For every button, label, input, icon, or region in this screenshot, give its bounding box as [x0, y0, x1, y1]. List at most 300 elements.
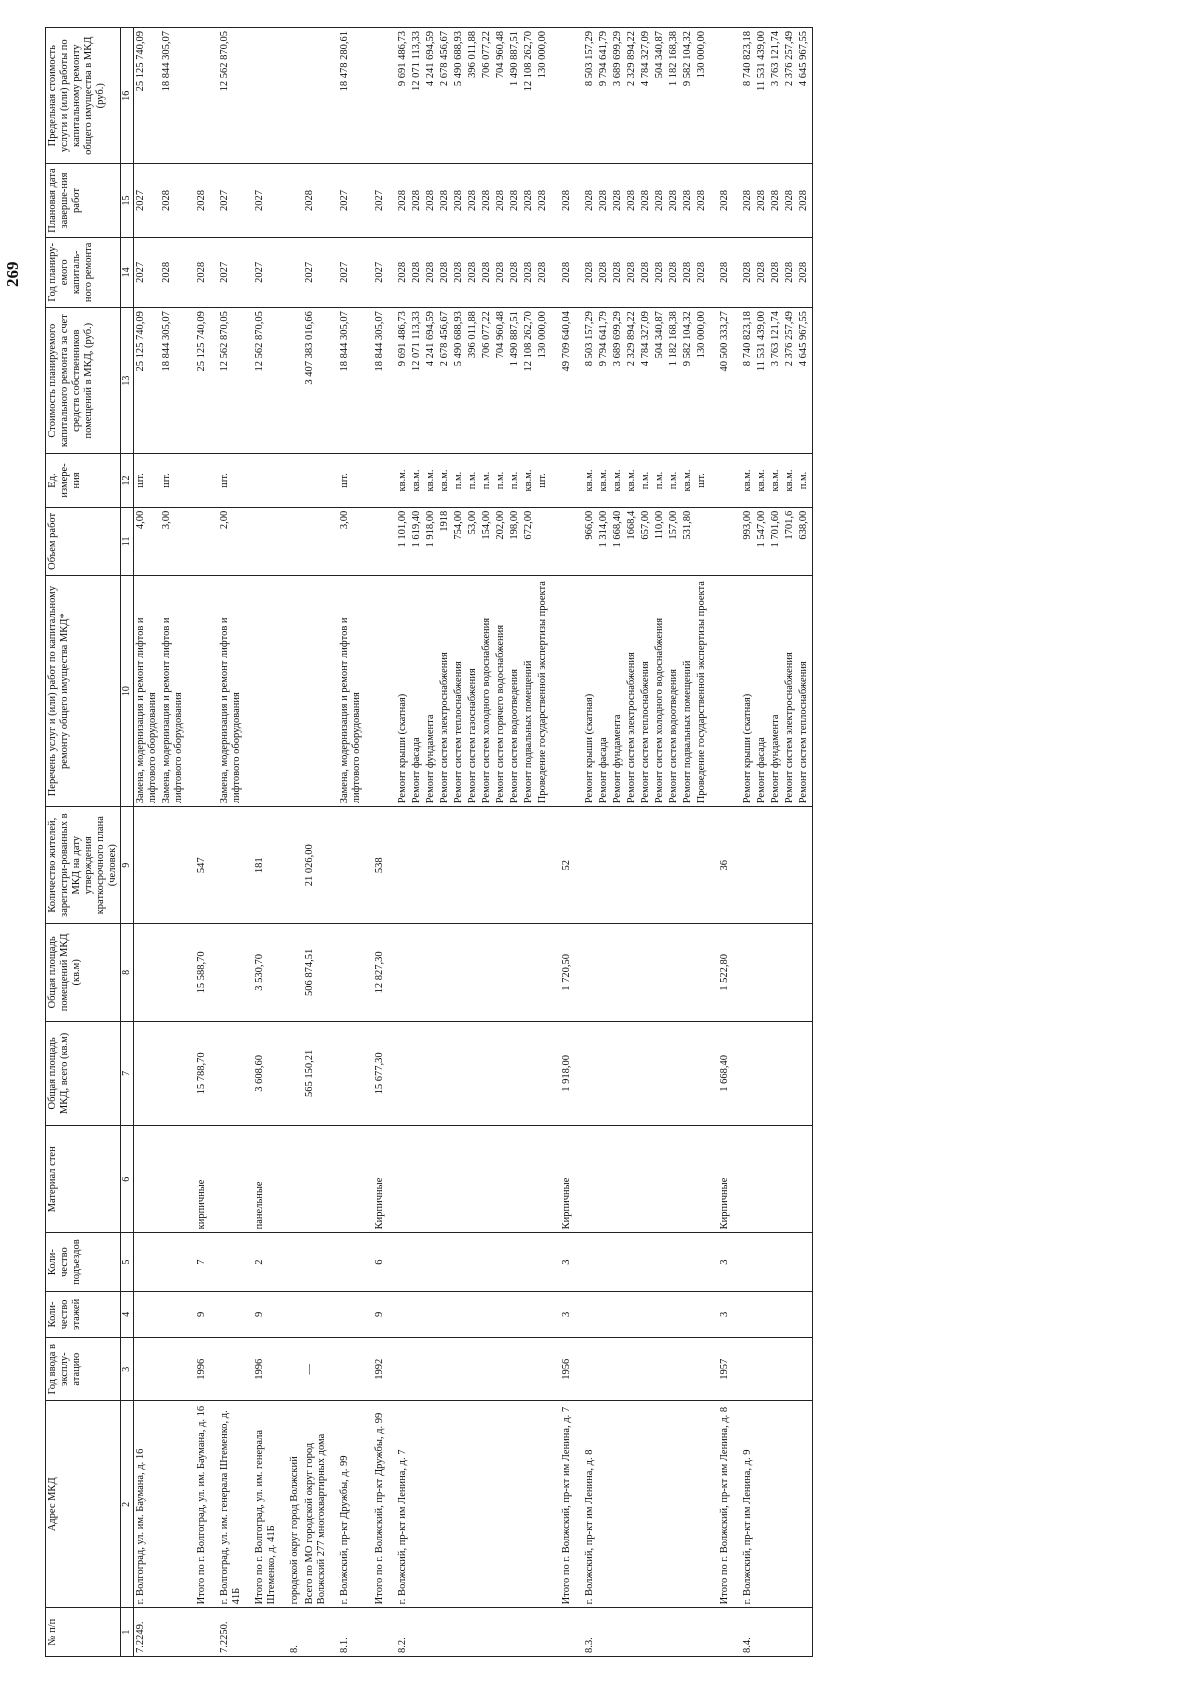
cell-col-8: [508, 924, 522, 1021]
cell-col-9: [695, 807, 709, 924]
cell-col-12: шт.: [133, 454, 160, 508]
cell-col-4: [536, 1291, 550, 1337]
column-number-12: 12: [121, 454, 134, 508]
cell-col-11: 1 701,60: [769, 507, 783, 575]
cell-col-11: 4,00: [133, 507, 160, 575]
column-number-9: 9: [121, 807, 134, 924]
cell-col-7: [480, 1021, 494, 1126]
column-number-5: 5: [121, 1233, 134, 1291]
cell-col-13: 4 241 694,59: [424, 308, 438, 454]
cell-col-11: 1 314,00: [597, 507, 611, 575]
cell-col-11: [244, 507, 279, 575]
cell-col-6: [209, 1126, 244, 1233]
cell-col-3: [480, 1338, 494, 1401]
cell-col-12: кв.м.: [783, 454, 797, 508]
cell-col-3: [639, 1338, 653, 1401]
cell-col-2: [681, 1401, 695, 1608]
cell-col-8: [769, 924, 783, 1021]
cell-col-16: 2 329 894,22: [625, 28, 639, 164]
cell-col-11: [536, 507, 550, 575]
cell-col-9: [625, 807, 639, 924]
cell-col-5: 6: [364, 1233, 387, 1291]
cell-col-13: 4 784 327,09: [639, 308, 653, 454]
cell-col-9: [653, 807, 667, 924]
cell-col-14: 2028: [667, 237, 681, 308]
cell-col-10: [279, 575, 302, 806]
cell-col-11: 1668,4: [625, 507, 639, 575]
cell-col-16: 1 182 168,38: [667, 28, 681, 164]
cell-col-1: [783, 1608, 797, 1657]
cell-col-6: [438, 1126, 452, 1233]
cell-col-11: [279, 507, 302, 575]
cell-col-8: [639, 924, 653, 1021]
cell-col-9: [797, 807, 812, 924]
cell-col-12: [709, 454, 732, 508]
cell-col-14: 2028: [160, 237, 186, 308]
cell-col-4: [160, 1291, 186, 1337]
table-row: [639, 28, 653, 1657]
cell-col-6: [160, 1126, 186, 1233]
cell-col-4: [695, 1291, 709, 1337]
cell-col-15: 2028: [186, 164, 209, 237]
cell-col-1: [625, 1608, 639, 1657]
cell-col-6: [797, 1126, 812, 1233]
cell-col-11: 1701,6: [783, 507, 797, 575]
cell-col-14: 2028: [480, 237, 494, 308]
cell-col-7: [667, 1021, 681, 1126]
cell-col-9: [508, 807, 522, 924]
column-number-16: 16: [121, 28, 134, 164]
cell-col-4: [625, 1291, 639, 1337]
table-row: [186, 28, 209, 1657]
table-row: [551, 28, 574, 1657]
cell-col-12: кв.м.: [755, 454, 769, 508]
cell-col-2: [611, 1401, 625, 1608]
cell-col-9: 538: [364, 807, 387, 924]
table-row: [452, 28, 466, 1657]
cell-col-5: [424, 1233, 438, 1291]
table-row: [133, 28, 160, 1657]
cell-col-5: [387, 1233, 410, 1291]
cell-col-14: 2028: [494, 237, 508, 308]
cell-col-3: [387, 1338, 410, 1401]
column-header-6: Материал стен: [46, 1126, 121, 1233]
cell-col-9: [387, 807, 410, 924]
cell-col-6: [574, 1126, 597, 1233]
cell-col-16: 9 582 104,32: [681, 28, 695, 164]
cell-col-4: [667, 1291, 681, 1337]
cell-col-13: 25 125 740,09: [133, 308, 160, 454]
cell-col-13: 9 794 641,79: [597, 308, 611, 454]
cell-col-8: [625, 924, 639, 1021]
cell-col-10: Замена, модернизация и ремонт лифтов и лифтового оборудования: [209, 575, 244, 806]
cell-col-10: Ремонт фундамента: [769, 575, 783, 806]
cell-col-8: [494, 924, 508, 1021]
cell-col-5: 3: [551, 1233, 574, 1291]
cell-col-15: 2028: [536, 164, 550, 237]
cell-col-4: [452, 1291, 466, 1337]
cell-col-3: [667, 1338, 681, 1401]
cell-col-8: [536, 924, 550, 1021]
cell-col-15: 2028: [551, 164, 574, 237]
cell-col-1: [797, 1608, 812, 1657]
cell-col-16: 396 011,88: [466, 28, 480, 164]
cell-col-14: 2028: [574, 237, 597, 308]
cell-col-3: [438, 1338, 452, 1401]
cell-col-15: 2028: [667, 164, 681, 237]
cell-col-12: кв.м.: [424, 454, 438, 508]
cell-col-15: 2028: [625, 164, 639, 237]
cell-col-3: [574, 1338, 597, 1401]
cell-col-11: 53,00: [466, 507, 480, 575]
cell-col-6: Кирпичные: [709, 1126, 732, 1233]
cell-col-4: [797, 1291, 812, 1337]
table-row: [783, 28, 797, 1657]
cell-col-2: [522, 1401, 536, 1608]
cell-col-16: [244, 28, 279, 164]
cell-col-11: 1 619,40: [410, 507, 424, 575]
cell-col-12: п.м.: [667, 454, 681, 508]
cell-col-3: [536, 1338, 550, 1401]
cell-col-9: [755, 807, 769, 924]
cell-col-12: кв.м.: [410, 454, 424, 508]
cell-col-16: 504 340,87: [653, 28, 667, 164]
cell-col-13: 9 582 104,32: [681, 308, 695, 454]
cell-col-10: Проведение государственной экспертизы проекта: [695, 575, 709, 806]
column-header-3: Год ввода в эксплу-атацию: [46, 1338, 121, 1401]
cell-col-12: [303, 454, 329, 508]
cell-col-7: [536, 1021, 550, 1126]
cell-col-16: [279, 28, 302, 164]
cell-col-9: [480, 807, 494, 924]
column-header-14: Год планиру-емого капиталь-ного ремонта: [46, 237, 121, 308]
cell-col-10: Ремонт крыши (скатная): [732, 575, 755, 806]
cell-col-1: 8.4.: [732, 1608, 755, 1657]
cell-col-4: [653, 1291, 667, 1337]
cell-col-11: 1 547,00: [755, 507, 769, 575]
cell-col-7: 1 918,00: [551, 1021, 574, 1126]
cell-col-10: Проведение государственной экспертизы проекта: [536, 575, 550, 806]
cell-col-3: [133, 1338, 160, 1401]
cell-col-16: 8 503 157,29: [574, 28, 597, 164]
cell-col-16: 4 645 967,55: [797, 28, 812, 164]
cell-col-4: [639, 1291, 653, 1337]
column-number-14: 14: [121, 237, 134, 308]
cell-col-2: г. Волгоград, ул. им. Баумана, д. 16: [133, 1401, 160, 1608]
cell-col-7: [466, 1021, 480, 1126]
cell-col-8: [732, 924, 755, 1021]
cell-col-2: [769, 1401, 783, 1608]
cell-col-5: 3: [709, 1233, 732, 1291]
cell-col-11: 202,00: [494, 507, 508, 575]
cell-col-2: Итого по г. Волгоград, ул. им. генерала Штеменко, д. 41Б: [244, 1401, 279, 1608]
cell-col-11: [364, 507, 387, 575]
cell-col-14: 2028: [424, 237, 438, 308]
cell-col-10: Ремонт систем электроснабжения: [438, 575, 452, 806]
cell-col-13: 2 329 894,22: [625, 308, 639, 454]
cell-col-4: [209, 1291, 244, 1337]
cell-col-14: 2028: [551, 237, 574, 308]
cell-col-7: [133, 1021, 160, 1126]
cell-col-14: 2028: [653, 237, 667, 308]
cell-col-13: 12 071 113,33: [410, 308, 424, 454]
cell-col-14: 2028: [681, 237, 695, 308]
cell-col-8: [466, 924, 480, 1021]
column-header-4: Коли-чество этажей: [46, 1291, 121, 1337]
cell-col-14: 2028: [522, 237, 536, 308]
table-row: [279, 28, 302, 1657]
cell-col-10: Замена, модернизация и ремонт лифтов и лифтового оборудования: [329, 575, 364, 806]
cell-col-6: [639, 1126, 653, 1233]
cell-col-1: [597, 1608, 611, 1657]
cell-col-15: 2027: [209, 164, 244, 237]
cell-col-2: [639, 1401, 653, 1608]
cell-col-15: 2028: [797, 164, 812, 237]
table-row: [667, 28, 681, 1657]
cell-col-1: [522, 1608, 536, 1657]
cell-col-12: кв.м.: [387, 454, 410, 508]
cell-col-1: [364, 1608, 387, 1657]
cell-col-1: 8.: [279, 1608, 302, 1657]
cell-col-13: 3 763 121,74: [769, 308, 783, 454]
cell-col-15: 2028: [732, 164, 755, 237]
cell-col-8: [653, 924, 667, 1021]
cell-col-4: [480, 1291, 494, 1337]
table-row: [536, 28, 550, 1657]
cell-col-14: 2028: [410, 237, 424, 308]
cell-col-9: [279, 807, 302, 924]
cell-col-5: [329, 1233, 364, 1291]
cell-col-7: [755, 1021, 769, 1126]
cell-col-3: [653, 1338, 667, 1401]
cell-col-9: [209, 807, 244, 924]
table-row: [209, 28, 244, 1657]
cell-col-3: [494, 1338, 508, 1401]
cell-col-2: г. Волжский, пр-кт им Ленина, д. 8: [574, 1401, 597, 1608]
cell-col-12: шт.: [209, 454, 244, 508]
cell-col-5: [494, 1233, 508, 1291]
cell-col-8: [783, 924, 797, 1021]
column-header-16: Предельная стоимость услуги и (или) работы по капитальному ремонту общего имущества в МКД (руб.): [46, 28, 121, 164]
cell-col-9: [466, 807, 480, 924]
cell-col-11: 966,00: [574, 507, 597, 575]
cell-col-14: 2028: [769, 237, 783, 308]
cell-col-14: 2027: [133, 237, 160, 308]
cell-col-8: [667, 924, 681, 1021]
column-number-13: 13: [121, 308, 134, 454]
cell-col-7: [508, 1021, 522, 1126]
table-row: [653, 28, 667, 1657]
cell-col-9: [769, 807, 783, 924]
cell-col-10: [551, 575, 574, 806]
cell-col-6: [494, 1126, 508, 1233]
cell-col-6: [508, 1126, 522, 1233]
cell-col-12: п.м.: [797, 454, 812, 508]
table-row: [797, 28, 812, 1657]
cell-col-15: 2027: [133, 164, 160, 237]
cell-col-9: [667, 807, 681, 924]
cell-col-2: [494, 1401, 508, 1608]
cell-col-2: [508, 1401, 522, 1608]
cell-col-3: 1996: [186, 1338, 209, 1401]
cell-col-4: [574, 1291, 597, 1337]
cell-col-12: [279, 454, 302, 508]
cell-col-6: кирпичные: [186, 1126, 209, 1233]
cell-col-8: [452, 924, 466, 1021]
cell-col-5: [133, 1233, 160, 1291]
table-row: [597, 28, 611, 1657]
cell-col-6: [783, 1126, 797, 1233]
cell-col-1: [244, 1608, 279, 1657]
cell-col-4: [732, 1291, 755, 1337]
cell-col-3: [452, 1338, 466, 1401]
cell-col-10: Ремонт систем электроснабжения: [783, 575, 797, 806]
cell-col-14: 2028: [797, 237, 812, 308]
cell-col-16: 1 490 887,51: [508, 28, 522, 164]
cell-col-12: кв.м.: [732, 454, 755, 508]
cell-col-1: [438, 1608, 452, 1657]
cell-col-11: 3,00: [160, 507, 186, 575]
table-row: [160, 28, 186, 1657]
table-row: [755, 28, 769, 1657]
cell-col-9: 547: [186, 807, 209, 924]
cell-col-14: 2028: [452, 237, 466, 308]
cell-col-13: 130 000,00: [536, 308, 550, 454]
cell-col-7: [597, 1021, 611, 1126]
cell-col-15: 2028: [695, 164, 709, 237]
cell-col-16: 12 562 870,05: [209, 28, 244, 164]
cell-col-2: [667, 1401, 681, 1608]
column-number-10: 10: [121, 575, 134, 806]
cell-col-7: 3 608,60: [244, 1021, 279, 1126]
table-body: [133, 28, 812, 1657]
cell-col-12: кв.м.: [769, 454, 783, 508]
cell-col-14: 2028: [597, 237, 611, 308]
cell-col-6: [769, 1126, 783, 1233]
table-row: [611, 28, 625, 1657]
cell-col-6: [755, 1126, 769, 1233]
cell-col-13: 18 844 305,07: [329, 308, 364, 454]
cell-col-11: 154,00: [480, 507, 494, 575]
cell-col-16: 8 740 823,18: [732, 28, 755, 164]
table-row: [329, 28, 364, 1657]
cell-col-13: 704 960,48: [494, 308, 508, 454]
cell-col-6: [536, 1126, 550, 1233]
cell-col-3: [466, 1338, 480, 1401]
cell-col-15: 2028: [387, 164, 410, 237]
cell-col-7: [783, 1021, 797, 1126]
cell-col-12: п.м.: [639, 454, 653, 508]
cell-col-7: [625, 1021, 639, 1126]
cell-col-8: [755, 924, 769, 1021]
column-header-2: Адрес МКД: [46, 1401, 121, 1608]
cell-col-6: [611, 1126, 625, 1233]
cell-col-16: 4 241 694,59: [424, 28, 438, 164]
cell-col-16: 130 000,00: [536, 28, 550, 164]
cell-col-1: [653, 1608, 667, 1657]
cell-col-15: 2028: [681, 164, 695, 237]
cell-col-9: [611, 807, 625, 924]
cell-col-8: 506 874,51: [303, 924, 329, 1021]
cell-col-16: 2 376 257,49: [783, 28, 797, 164]
cell-col-15: 2027: [364, 164, 387, 237]
table-row: [508, 28, 522, 1657]
table-row: [387, 28, 410, 1657]
cell-col-16: 25 125 740,09: [133, 28, 160, 164]
cell-col-12: п.м.: [494, 454, 508, 508]
cell-col-14: 2028: [732, 237, 755, 308]
cell-col-9: [522, 807, 536, 924]
cell-col-15: 2028: [597, 164, 611, 237]
cell-col-12: шт.: [329, 454, 364, 508]
cell-col-12: кв.м.: [574, 454, 597, 508]
cell-col-1: [709, 1608, 732, 1657]
cell-col-7: [438, 1021, 452, 1126]
cell-col-6: [303, 1126, 329, 1233]
cell-col-3: [681, 1338, 695, 1401]
column-number-7: 7: [121, 1021, 134, 1126]
cell-col-14: 2027: [244, 237, 279, 308]
cell-col-10: Ремонт крыши (скатная): [574, 575, 597, 806]
cell-col-5: [769, 1233, 783, 1291]
cell-col-2: [536, 1401, 550, 1608]
cell-col-2: Итого по г. Волжский, пр-кт им Ленина, д. 8: [709, 1401, 732, 1608]
cell-col-3: [329, 1338, 364, 1401]
table-row: [681, 28, 695, 1657]
column-number-8: 8: [121, 924, 134, 1021]
table-row: [574, 28, 597, 1657]
cell-col-13: 3 407 383 016,66: [303, 308, 329, 454]
cell-col-1: [424, 1608, 438, 1657]
cell-col-4: 9: [186, 1291, 209, 1337]
cell-col-3: [424, 1338, 438, 1401]
column-number-2: 2: [121, 1401, 134, 1608]
cell-col-5: [639, 1233, 653, 1291]
cell-col-3: [783, 1338, 797, 1401]
cell-col-1: 8.3.: [574, 1608, 597, 1657]
cell-col-8: [797, 924, 812, 1021]
cell-col-1: [681, 1608, 695, 1657]
cell-col-4: 9: [244, 1291, 279, 1337]
cell-col-11: 1 918,00: [424, 507, 438, 575]
cell-col-12: кв.м.: [522, 454, 536, 508]
cell-col-16: 704 960,48: [494, 28, 508, 164]
cell-col-15: 2028: [709, 164, 732, 237]
cell-col-7: [653, 1021, 667, 1126]
table-row: [480, 28, 494, 1657]
cell-col-13: 2 678 456,67: [438, 308, 452, 454]
cell-col-10: Ремонт фундамента: [424, 575, 438, 806]
cell-col-13: 8 740 823,18: [732, 308, 755, 454]
cell-col-5: [667, 1233, 681, 1291]
cell-col-8: [424, 924, 438, 1021]
cell-col-2: [797, 1401, 812, 1608]
cell-col-7: [279, 1021, 302, 1126]
table-row: [410, 28, 424, 1657]
cell-col-1: [303, 1608, 329, 1657]
cell-col-11: 754,00: [452, 507, 466, 575]
cell-col-14: 2028: [695, 237, 709, 308]
cell-col-2: [452, 1401, 466, 1608]
table-header: [46, 28, 134, 1657]
cell-col-8: [279, 924, 302, 1021]
cell-col-14: 2028: [186, 237, 209, 308]
cell-col-3: [279, 1338, 302, 1401]
cell-col-2: [438, 1401, 452, 1608]
cell-col-11: 110,00: [653, 507, 667, 575]
cell-col-9: [732, 807, 755, 924]
cell-col-5: [480, 1233, 494, 1291]
